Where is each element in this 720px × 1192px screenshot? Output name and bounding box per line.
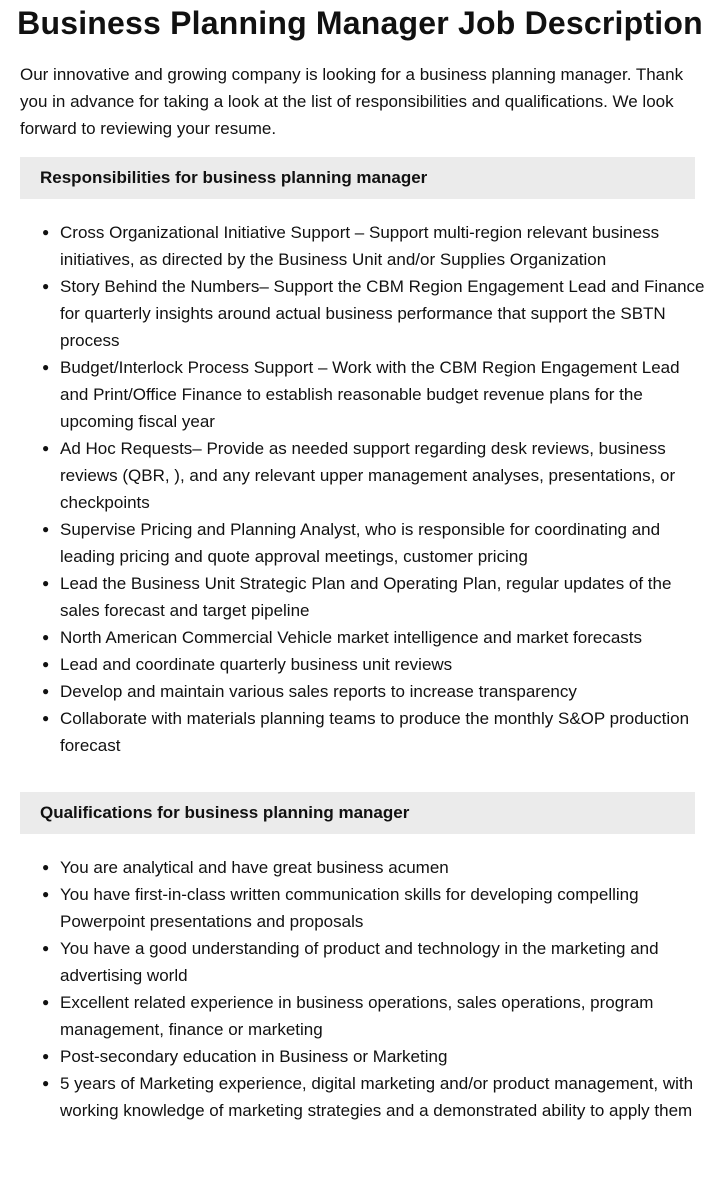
list-item-text: Post-secondary education in Business or Marketing bbox=[60, 1047, 448, 1066]
list-item-text: Collaborate with materials planning teams to produce the monthly S&OP production forecast bbox=[60, 709, 690, 755]
list-item-text: North American Commercial Vehicle market intelligence and market forecasts bbox=[60, 628, 643, 647]
bullet-icon: ● bbox=[42, 630, 50, 644]
page-title: Business Planning Manager Job Description bbox=[17, 5, 703, 41]
bullet-icon: ● bbox=[42, 522, 50, 536]
list-item bbox=[42, 651, 710, 678]
list-item bbox=[42, 705, 710, 759]
list-item bbox=[42, 273, 710, 354]
bullet-icon: ● bbox=[42, 1049, 50, 1063]
bullet-icon: ● bbox=[42, 576, 50, 590]
bullet-icon: ● bbox=[42, 711, 50, 725]
list-item bbox=[42, 678, 710, 705]
bullet-icon: ● bbox=[42, 441, 50, 455]
list-item-text: You have first-in-class written communication skills for developing compelling Powerpoint presentations and proposals bbox=[60, 885, 639, 931]
list-item bbox=[42, 881, 710, 935]
bullet-icon: ● bbox=[42, 657, 50, 671]
list-item bbox=[42, 989, 710, 1043]
list-item-text: Story Behind the Numbers– Support the CBM Region Engagement Lead and Finance for quarterly insights around actual business performance that support the SBTN process bbox=[60, 277, 705, 350]
responsibilities-heading: Responsibilities for business planning manager bbox=[20, 157, 695, 199]
list-item bbox=[42, 435, 710, 516]
bullet-icon: ● bbox=[42, 887, 50, 901]
list-item-text: Cross Organizational Initiative Support – Support multi-region relevant business initiatives, as directed by the Business Unit and/or Supplies Organization bbox=[60, 223, 660, 269]
list-item-text: Supervise Pricing and Planning Analyst, who is responsible for coordinating and leading pricing and quote approval meetings, customer pricing bbox=[60, 520, 661, 566]
bullet-icon: ● bbox=[42, 995, 50, 1009]
bullet-icon: ● bbox=[42, 684, 50, 698]
list-item-text: Excellent related experience in business operations, sales operations, program management, finance or marketing bbox=[60, 993, 654, 1039]
list-item-text: Ad Hoc Requests– Provide as needed support regarding desk reviews, business reviews (QBR, ), and any relevant upper management analyses, presentations, or checkpoints bbox=[60, 439, 676, 512]
bullet-icon: ● bbox=[42, 360, 50, 374]
list-item bbox=[42, 935, 710, 989]
bullet-icon: ● bbox=[42, 279, 50, 293]
list-item-text: You have a good understanding of product and technology in the marketing and advertising world bbox=[60, 939, 659, 985]
list-item-text: Lead and coordinate quarterly business unit reviews bbox=[60, 655, 453, 674]
bullet-icon: ● bbox=[42, 225, 50, 239]
qualifications-heading: Qualifications for business planning manager bbox=[20, 792, 695, 834]
list-item-text: You are analytical and have great business acumen bbox=[60, 858, 449, 877]
list-item bbox=[42, 1043, 710, 1070]
bullet-icon: ● bbox=[42, 1076, 50, 1090]
list-item bbox=[42, 219, 710, 273]
list-item bbox=[42, 854, 710, 881]
bullet-icon: ● bbox=[42, 941, 50, 955]
list-item-text: 5 years of Marketing experience, digital marketing and/or product management, with working knowledge of marketing strategies and a demonstrated ability to apply them bbox=[60, 1074, 694, 1120]
list-item bbox=[42, 1070, 710, 1124]
responsibilities-list bbox=[0, 219, 720, 759]
list-item-text: Budget/Interlock Process Support – Work with the CBM Region Engagement Lead and Print/Office Finance to establish reasonable budget revenue plans for the upcoming fiscal year bbox=[60, 358, 680, 431]
list-item bbox=[42, 624, 710, 651]
qualifications-list bbox=[0, 854, 720, 1124]
list-item bbox=[42, 570, 710, 624]
list-item-text: Develop and maintain various sales reports to increase transparency bbox=[60, 682, 577, 701]
list-item-text: Lead the Business Unit Strategic Plan and Operating Plan, regular updates of the sales forecast and target pipeline bbox=[60, 574, 672, 620]
list-item bbox=[42, 354, 710, 435]
bullet-icon: ● bbox=[42, 860, 50, 874]
list-item bbox=[42, 516, 710, 570]
intro-paragraph: Our innovative and growing company is looking for a business planning manager. Thank you in advance for taking a look at the list of responsibilities and qualifications. We look forward to reviewing your resume. bbox=[20, 65, 684, 138]
